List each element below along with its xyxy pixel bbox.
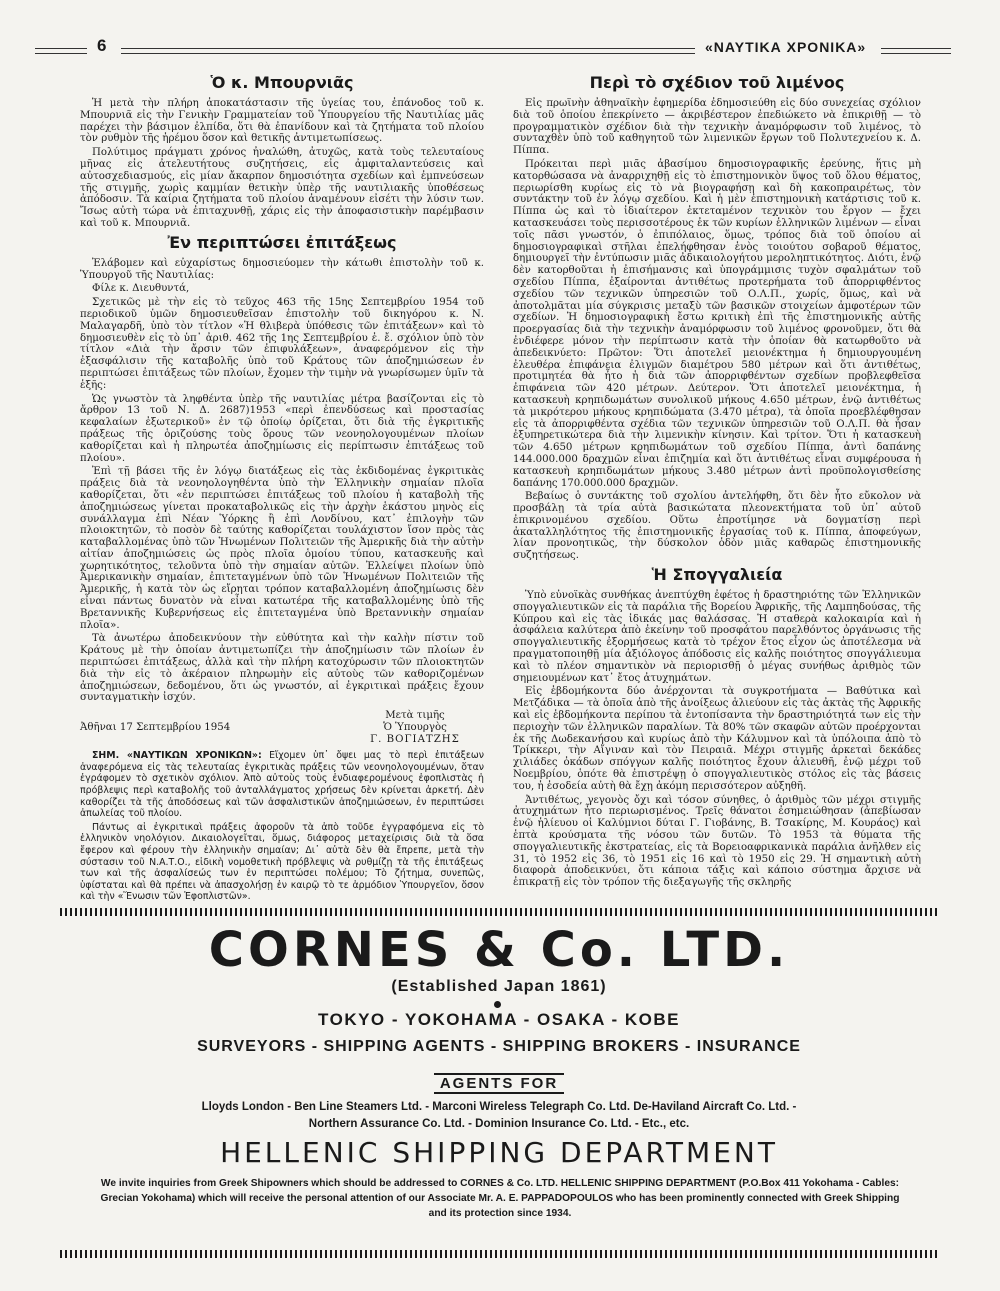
article-paragraph: Σχετικῶς μὲ τὴν εἰς τὸ τεῦχος 463 τῆς 15ης Σεπτεμβρίου 1954 τοῦ περιοδικοῦ ὑμῶν δημοσιευθεῖσαν ἐπιστολὴν τοῦ δικηγόρου κ. Ν. Μαλαγαρδῆ, ὑπὸ τὸν τίτλον «Ἡ θλιβερὰ ὑπόθεσις τῶν ἐπιτάξεων» καὶ τὸ δημοσιευθὲν εἰς τὸ ὑπ᾽ ἀριθ. 462 τῆς 1ης Σεπτεμβρίου ἐ. ἔ. σχόλιον ὑπὸ τὸν τίτλον «Διὰ τὴν ἄρσιν τῶν ἐπιφυλάξεων», ἀναφερόμενον εἰς τὴν ἐξασφάλισιν τῆς καταβολῆς ὑπὸ τοῦ Κράτους τῶν ἀποζημιώσεων ἐν περιπτώσει ἐπιτάξεως τῶν πλοίων, ἔχομεν τὴν τιμὴν νὰ γνωρίσωμεν ὑμῖν τὰ ἑξῆς:: [80, 297, 484, 391]
header-rule: [881, 48, 951, 54]
letter-date: Ἀθῆναι 17 Σεπτεμβρίου 1954: [80, 722, 231, 734]
article-title: Περὶ τὸ σχέδιον τοῦ λιμένος: [589, 73, 845, 92]
editor-note: [80, 750, 484, 820]
article-paragraph: Πρόκειται περὶ μιᾶς ἀβασίμου δημοσιογραφικῆς ἐρεύνης, ἥτις μὴ κατορθώσασα νὰ ἀναρριχηθῇ εἰς τὸ ἐπιστημονικὸν ὕψος τοῦ ὅλου θέματος, περιωρίσθη κυρίως εἰς τὸ νὰ βιογραφήσῃ καὶ δὴ κακοπραιρέτως, τὸν συντάκτην τοῦ ἐν λόγῳ σχεδίου. Καὶ ἡ μὲν ἐπιστημονικὴ κατάρτισις τοῦ κ. Πίππα ὡς καὶ τὸ ἰδιαίτερον ἐκτεταμένον τεχνικὸν του ἔργον — ἔχει κατασκευάσει τοὺς περισσοτέρους ἐκ τῶν κυρίων ἑλληνικῶν λιμένων — εἶναι τοῖς πᾶσι γνωστόν, ὁ ἐπιπόλαιος, ὅμως, τρόπος διὰ τοῦ ὁποίου αἱ δημοσιογραφικαὶ στῆλαι ἐπελήφθησαν ἑνὸς τοιούτου σοβαροῦ θέματος, δημιουργεῖ τὴν ἐντύπωσιν μιᾶς ἀδικαιολογήτου μεροληπτικότητος. Διότι, ἐνῷ δὲν κατορθοῦται ἡ ἐπισήμανσις καὶ ὑπογράμμισις τυχὸν σφαλμάτων τοῦ σχεδίου Πίππα, ἐξαίρονται ἀντιθέτως προτερήματα τοῦ ἀπορριφθέντος σχεδίου τῶν τεχνικῶν ὑπηρεσιῶν τοῦ Ο.Λ.Π., χωρίς, ὅμως, καὶ νὰ ἀποτολμᾶται μία σύγκρισις μεταξὺ τῶν βασικῶν στοιχείων ἀμφοτέρων τῶν σχεδίων. Ἡ δημοσιογραφικὴ ἔστω κριτικὴ ἐπὶ τῆς ἐπιστημονικῆς αὐτῆς προεργασίας διὰ τὴν τεχνικὴν ἀναμόρφωσιν τοῦ λιμένος φρονοῦμεν, ὅτι θὰ ἐνδιέφερε μόνον τὴν περίπτωσιν κατὰ τὴν ὁποίαν θὰ κατωρθοῦτο νὰ ἀπεδεικνύετο: Πρῶτον: Ὅτι ἀποτελεῖ μειονέκτημα ἡ δημιουργουμένη ἐλευθέρα ἐπιφάνεια ἐλιγμῶν διαμέτρου 580 μέτρων καὶ ὅτι ἀντιθέτως, προτιμητέα θὰ ἦτο ἡ διὰ τῶν ἀπορριφθέντων σχεδίων προβλεφθεῖσα ἐπιφάνεια τῶν 420 μέτρων. Δεύτερον. Ὅτι ἀποτελεῖ μειονέκτημα, ἡ κατασκευὴ κρηπιδωμάτων συνολικοῦ μήκους 4.650 μέτρων, ἐνῷ ἀντιθέτως τὰ μικρότερου μήκους κρηπιδώματα (3.470 μέτρα), τὰ ὁποῖα προεβλέφθησαν εἰς τὰ ἀπορριφθέντα σχέδια τῶν τεχνικῶν ὑπηρεσιῶν τοῦ Ο.Λ.Π. θὰ ἦσαν ἐξυπηρετικώτερα διὰ τὴν λιμενικὴν κίνησιν. Καὶ τρίτον. Ὅτι ἡ κατασκευὴ τῶν 4.650 μέτρων κρηπιδωμάτων τοῦ σχεδίου Πίππα, ἀντὶ δαπάνης 144.000.000 δραχμῶν εἶναι ἐπιζημία καὶ ὅτι ἀντιθέτως εἶναι συμφέρουσα ἡ κατασκευὴ κρηπιδωμάτων μήκους 3.480 μέτρων ἀντὶ προϋπολογισθείσης δαπάνης 170.000.000 δραχμῶν.: [513, 158, 921, 489]
article-paragraph: Ἡ μετὰ τὴν πλήρη ἀποκατάστασιν τῆς ὑγείας του, ἐπάνοδος τοῦ κ. Μπουρνιᾶ εἰς τὴν Γενικὴν Γραμματείαν τοῦ Ὑπουργείου τῆς Ναυτιλίας μᾶς παρέχει τὴν βάσιμον ἐλπίδα, ὅτι θὰ ἐπανίδουν καὶ τὰ ζητήματα τοῦ πλοίου τὸν ρυθμὸν τῆς ἠρέμου ὅσον καὶ θετικῆς ἀντιμετωπίσεως.: [80, 98, 484, 145]
article-paragraph: Εἰς πρωϊνὴν ἀθηναϊκὴν ἐφημερίδα ἐδημοσιεύθη εἰς δύο συνεχείας σχόλιον διὰ τοῦ ὁποίου ἐπεκρίνετο — ἀκριβέστερον ἐπεδιώκετο νὰ ἐπικριθῇ — τὸ προγραμματικὸν σχέδιον διὰ τὴν τεχνικὴν ἀναμόρφωσιν τοῦ λιμένος, τὸ συνταχθὲν ὑπὸ τοῦ καθηγητοῦ τῶν λιμενικῶν ἔργων τοῦ Πολυτεχνείου κ. Δ. Πίππα.: [513, 98, 921, 157]
article-title: Ἡ Σπογγαλιεία: [651, 565, 783, 585]
editor-note-text: Εἴχομεν ὑπ᾽ ὄψει μας τὸ περὶ ἐπιτάξεων ἀναφερόμενα εἰς τὰς τελευταίας ἐγκριτικὰς πράξεις τῶν νεονηολογουμένων, ὅταν ἐγράφομεν τὸ σχετικὸν σχόλιον. Ἀπὸ αὐτοὺς τοὺς ἐνδιαφερομένους ἐφοπλιστὰς ἡ πρόβλεψις περὶ καταβολῆς τοῦ ἀνταλλάγματος χρήσεως δὲν κρίνεται ἀρκετή. Δὲν καθορίζει τὰ τῆς ἀποδόσεως καὶ τῶν ἀσφαλιστικῶν ἀποζημιώσεων, ἐν περιπτώσει ἀπωλείας τοῦ πλοίου.: [80, 750, 485, 820]
established-line: (Established Japan 1861): [391, 978, 607, 995]
agents-heading-text: AGENTS FOR: [434, 1073, 564, 1094]
invitation-text: We invite inquiries from Greek Shipowners which should be addressed to CORNES & Co. LTD. HELLENIC SHIPPING DEPARTMENT (P.O.Box 411 Yokohama - Cables: Grecian Yokohama) which will receive the personal attention of our Associate Mr. A. E. PAPPADOPOULOS who has been prominently connected with Greek Shipping and its protection since 1934.: [100, 1178, 900, 1219]
article-paragraph: Βεβαίως ὁ συντάκτης τοῦ σχολίου ἀντελήφθη, ὅτι δὲν ἦτο εὔκολον νὰ προσβάλῃ τὰ τρία αὐτὰ βασικώτατα πλεονεκτήματα τοῦ ὑπ᾽ αὐτοῦ ἐπικρινομένου σχεδίου. Οὕτω ἐπροτίμησε νὰ δογματίσῃ περὶ ἀκαταλληλότητος τῆς ἐπιστημονικῆς ἐργασίας τοῦ κ. Πίππα, ἀποφεύγων, λίαν προνοητικῶς, τὴν δύσκολον ὁδὸν μιᾶς καθαρῶς ἐπιστημονικῆς συζητήσεως.: [513, 491, 921, 562]
publication-title: «ΝΑΥΤΙΚΑ ΧΡΟΝΙΚΑ»: [705, 39, 867, 55]
page-number: 6: [97, 36, 107, 55]
letter-salutation: Φίλε κ. Διευθυντά,: [92, 283, 190, 295]
letter-signoff: [80, 710, 484, 746]
department-name: HELLENIC SHIPPING DEPARTMENT: [220, 1136, 778, 1169]
article-title: Ἐν περιπτώσει ἐπιτάξεως: [167, 232, 397, 252]
agents-list: Northern Assurance Co. Ltd. - Dominion Insurance Co. Ltd. - Etc., etc.: [308, 1118, 690, 1130]
article-intro: Ἐλάβομεν καὶ εὐχαρίστως δημοσιεύομεν τὴν κάτωθι ἐπιστολὴν τοῦ κ. Ὑπουργοῦ τῆς Ναυτιλίας:: [80, 257, 484, 281]
article-paragraph: Πολύτιμος πράγματι χρόνος ἠναλώθη, ἀτυχῶς, κατὰ τοὺς τελευταίους μῆνας εἰς ἀτελευτήτους συζητήσεις, εἰς ἀμφιταλαντεύσεις καὶ αὐτοσχεδιασμούς, εἰς μίαν ἄκαρπον δημοσιότητα σχεδίων καὶ ἐμπνεύσεων τῆς στιγμῆς, χωρὶς καμμίαν θετικὴν ὑπὲρ τῆς ναυτιλιακῆς ὑποθέσεως ἀπόδοσιν. Τὰ καίρια ζητήματα τοῦ πλοίου ἀναμένουν εἰσέτι τὴν λύσιν των. Ἴσως αὐτὴ τώρα νὰ ἐπιταχυνθῇ, χάρις εἰς τὴν ἀποφασιστικὴν παρέμβασιν καὶ τοῦ κ. Μπουρνιᾶ.: [80, 147, 484, 229]
company-name: CORNES & Co. LTD.: [208, 922, 790, 978]
office-cities: TOKYO - YOKOHAMA - OSAKA - KOBE: [318, 1010, 680, 1029]
services-line: SURVEYORS - SHIPPING AGENTS - SHIPPING BROKERS - INSURANCE: [197, 1038, 801, 1055]
header-rule: [121, 48, 695, 54]
article-paragraph: Ἐπὶ τῇ βάσει τῆς ἐν λόγῳ διατάξεως εἰς τὰς ἐκδιδομένας ἐγκριτικὰς πράξεις διὰ τὰ νεονηολογηθέντα ὑπὸ τὴν Ἑλληνικὴν σημαίαν πλοῖα καθορίζεται, ὅτι «ἐν περιπτώσει ἐπιτάξεως τοῦ πλοίου ἡ καταβολὴ τῆς ἀποζημιώσεως γίνεται προκαταβολικῶς εἰς τὴν ἀρχὴν ἑκάστου μηνὸς εἰς συνάλλαγμα ἐπὶ Νέαν Ὑόρκης ἢ ἐπὶ Λονδίνου, κατ᾽ ἐπιλογὴν τῶν πλοιοκτητῶν, τὸ ποσὸν δὲ ταύτης καθορίζεται τουλάχιστον ἴσον πρὸς τὰς καταβαλλομένας ὑπὸ τῶν Ἡνωμένων Πολιτειῶν τῆς Ἀμερικῆς διὰ τὴν αὐτὴν αἰτίαν ἀποζημιώσεις ὡς πρὸς πλοῖα ὁμοίου τύπου, κατασκευῆς καὶ χωρητικότητος, τελοῦντα ὑπὸ τὴν σημαίαν αὐτῶν. Ἐλλείψει πλοίων ὑπὸ Ἀμερικανικὴν σημαίαν, ἐπιτεταγμένων ὑπὸ τῶν Ἡνωμένων Πολιτειῶν τῆς Ἀμερικῆς, ἡ κατὰ τὸν ὡς εἴρηται τρόπον καταβαλλομένη ἀποζημίωσις δὲν εἶναι πάντως δυνατὸν νὰ εἶναι κατωτέρα τῆς καταβαλλομένης ὑπὸ τῆς Βρεταννικῆς Κυβερνήσεως εἰς ἐπιτεταγμένα ὑπὸ Βρεταννικὴν σημαίαν πλοῖα».: [80, 466, 484, 631]
article-paragraph: Εἰς ἑβδομήκοντα δύο ἀνέρχονται τὰ συγκροτήματα — Βαθύτικα καὶ Μετζάδικα — τὰ ὁποῖα ἀπὸ τῆς ἀνοίξεως ἁλιεύουν εἰς τὰς ἀκτὰς τῆς Ἀφρικῆς καὶ εἰς ἑβδομήκοντα περίπου τὰ ἐντοπίσαντα τὴν δραστηριότητά των εἰς τὴν περιοχὴν τῶν ἑλληνικῶν παραλίων. Τὰ 80% τῶν σκαφῶν αὐτῶν προέρχονται ἐκ τῆς Δωδεκανήσου καὶ κυρίως ἀπὸ τὴν Κάλυμνον καὶ τὰ ὑπόλοιπα ἀπὸ τὸ Τρίκκερι, τὴν Αἴγιναν καὶ τὸν Πειραιᾶ. Μέχρι στιγμῆς ἀρκεταὶ δεκάδες χιλιάδες ὀκάδων σπόγγων καλῆς ποιότητος ἔχουν ἁλιευθῆ, ἐνῷ μέχρι τοῦ Νοεμβρίου, ὁπότε θὰ ἐπιστρέψῃ ὁ σπογγαλιευτικὸς στόλος εἰς τὰς βάσεις του, ἡ ἐσοδεία αὐτὴ θὰ ἔχῃ ἀκόμη περισσότερον αὐξηθῆ.: [513, 686, 921, 792]
letter-signature: [350, 710, 480, 746]
editor-note-continued: Πάντως αἱ ἐγκριτικαὶ πράξεις ἀφοροῦν τὰ ἀπὸ τοῦδε ἐγγραφόμενα εἰς τὸ ἑλληνικὸν νηολόγιον. Δικαιολογεῖται, ὅμως, διάφορος μεταχείρισις διὰ τὰ ὅσα ἔφερον καὶ φέρουν τὴν ἑλληνικὴν σημαίαν; Δι᾽ αὐτὰ δὲν θὰ ἔπρεπε, μετὰ τὴν σύστασιν τοῦ Ν.Α.Τ.Ο., εἰδικὴ νομοθετικὴ πρόβλεψις νὰ ρυθμίζῃ τὰ τῆς ἐπιτάξεως των καὶ τῆς ἀσφαλίσεώς των ἐν περιπτώσει πολέμου; Τὸ ζήτημα, συνεπῶς, ὑφίσταται καὶ θὰ πρέπει νὰ ἀπασχολήσῃ ἐν καιρῷ τὸ τε ἁρμόδιον Ὑπουργεῖον, ὅσον καὶ τὴν «Ἕνωσιν τῶν Ἐφοπλιστῶν».: [80, 821, 484, 903]
article-paragraph: Ἀντιθέτως, γεγονὸς ὄχι καὶ τόσον σύνηθες, ὁ ἀριθμὸς τῶν μέχρι στιγμῆς ἀτυχημάτων ἦτο περιωρισμένος. Τρεῖς θάνατοι ἐσημειώθησαν (ἀπεβίωσαν ἐνῷ ἡλίευου οἱ Καλύμνιοι δύται Γ. Γιοβάνης, Β. Τσακίρης, Μ. Κουράος) καὶ ἑπτὰ κρούσματα τῆς νόσου τῶν δυτῶν. Τὸ 1953 τὰ θύματα τῆς σπογγαλιευτικῆς ἐκστρατείας, εἰς τὰ Βορειοαφρικανικὰ παράλια ἀνῆλθεν εἰς 31, τὸ 1952 εἰς 36, τὸ 1951 εἰς 16 καὶ τὸ 1950 εἰς 29. Ἡ σημαντικὴ αὐτὴ διαφορὰ ἀποδεικνύει, ὅτι κάποια τάξις καὶ κάποιο σύστημα ἄρχισε νὰ ἐπικρατῇ εἰς τὸν τρόπον τῆς διεξαγωγῆς τῆς σκληρῆς: [513, 794, 921, 889]
signoff-name: Γ. ΒΟΓΙΑΤΖΗΣ: [370, 734, 460, 746]
agents-heading: [60, 1075, 938, 1092]
right-column: [513, 70, 921, 891]
decorative-border: [60, 1250, 938, 1258]
decorative-border: [60, 908, 938, 916]
bullet-dot-icon: [494, 1001, 501, 1008]
signoff-regards: Μετὰ τιμῆς: [385, 710, 445, 722]
running-header: [35, 36, 951, 64]
article-paragraph: Ὑπὸ εὐνοϊκὰς συνθήκας ἀνεπτύχθη ἐφέτος ἡ δραστηριότης τῶν Ἑλληνικῶν σπογγαλιευτικῶν εἰς τὰ παράλια τῆς Βορείου Ἀφρικῆς, τῆς Λαμπηδούσας, τῆς Κύπρου καὶ εἰς τὰς ἰδικάς μας θαλάσσας. Ἡ σταθερὰ καλοκαιρία καὶ ἡ ἀσφάλεια καλύτερα ἀπὸ ἐκείνην τοῦ προσφάτου παρελθόντος ὀργάνωσις τῆς σπογγαλιευτικῆς ἐξορμήσεως κατὰ τὸ τρέχον ἔτος εἶχον ὡς ἀποτέλεσμα νὰ πραγματοποιηθῇ μία ἀξιόλογος ἀπόδοσις εἰς καλῆς ποιότητος σπογγάλιευμα καὶ τὸ πλέον σημαντικὸν νὰ περιορισθῇ ὁ μέγας συνήθως ἀριθμὸς τῶν σημειουμένων κατ᾽ ἔτος ἀτυχημάτων.: [513, 590, 921, 684]
left-column: [80, 70, 484, 905]
article-paragraph: Ὡς γνωστὸν τὰ ληφθέντα ὑπὲρ τῆς ναυτιλίας μέτρα βασίζονται εἰς τὸ ἄρθρον 13 τοῦ Ν. Δ. 2687)1953 «περὶ ἐπενδύσεως καὶ προστασίας κεφαλαίων ἐξωτερικοῦ» ἐν τῷ ὁποίῳ ὁρίζεται, ὅτι διὰ τῆς ἐγκριτικῆς πράξεως τῆς ὁριζούσης τοὺς ὅρους τῶν νεονηολογουμένων πλοίων καθορίζεται καὶ ἡ πληρωτέα ἀποζημίωσις εἰς περίπτωσιν ἐπιτάξεως τοῦ πλοίου».: [80, 393, 484, 464]
article-paragraph: Τὰ ἀνωτέρω ἀποδεικνύουν τὴν εὐθύτητα καὶ τὴν καλὴν πίστιν τοῦ Κράτους μὲ τὴν ὁποίαν ἀντιμετωπίζει τὴν ἀποζημίωσιν τῶν πλοίων ἐν περιπτώσει ἐπιτάξεως, ἀλλὰ καὶ τὴν πλήρη κατοχύρωσιν τῶν πλοιοκτητῶν διὰ τὴν εἰς τὸ ἀκέραιον πληρωμὴν εἰς αὐτοὺς τῶν καθοριζομένων ἀποζημιώσεων, δεδομένου, ὅτι ὡς γνωστόν, αἱ ἐγκριτικαὶ πράξεις ἔχουν συνταγματικὴν ἰσχύν.: [80, 633, 484, 704]
header-rule: [35, 48, 87, 54]
agents-list: Lloyds London - Ben Line Steamers Ltd. - Marconi Wireless Telegraph Co. Ltd. De-Haviland Aircraft Co. Ltd. -: [201, 1101, 797, 1113]
editor-note-label: ΣΗΜ. «ΝΑΥΤΙΚΩΝ ΧΡΟΝΙΚΩΝ»:: [92, 750, 262, 762]
article-title: Ὁ κ. Μπουρνιᾶς: [210, 73, 354, 92]
signoff-role: Ὁ Ὑπουργὸς: [383, 722, 447, 734]
cornes-advertisement: [60, 908, 938, 1264]
